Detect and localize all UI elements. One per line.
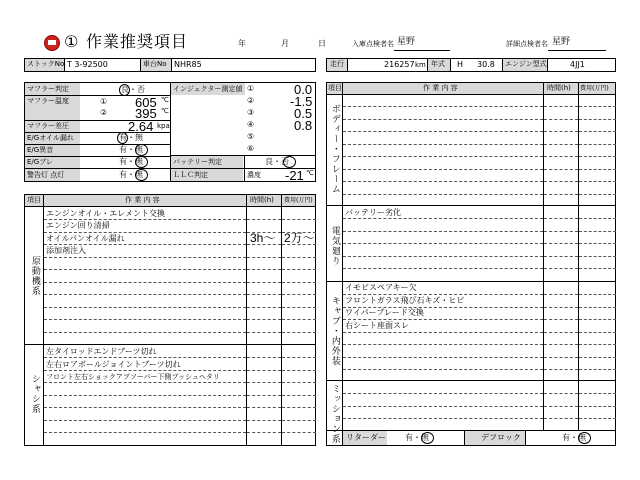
ruled-line xyxy=(343,357,543,358)
ruled-line xyxy=(579,106,616,107)
ruled-line xyxy=(544,194,578,195)
right-table-header-bg xyxy=(327,83,615,94)
divider xyxy=(244,155,245,182)
injector-1-index: ① xyxy=(247,84,255,93)
llc-concentration-label: 濃度 xyxy=(247,171,261,179)
shake-value: 有・無 xyxy=(119,157,143,166)
difflock-label: デフロック xyxy=(481,433,521,442)
injector-4-value: 0.8 xyxy=(294,118,313,133)
oil-leak-label: E/Gオイル漏れ xyxy=(27,134,74,142)
engine-group-label: 原動機系 xyxy=(29,256,40,296)
ruled-line xyxy=(579,357,616,358)
diff-unit: kpa xyxy=(157,122,170,130)
difflock-value: 有・無 xyxy=(562,433,586,442)
ruled-line xyxy=(282,420,316,421)
logo-icon xyxy=(44,35,60,51)
ruled-line xyxy=(44,370,246,371)
ruled-line xyxy=(544,106,578,107)
ruled-line xyxy=(247,319,281,320)
mileage-value: 216257 xyxy=(384,60,415,69)
inspector-label: 入庫点検者名 xyxy=(352,40,394,48)
page-title: 作業推奨項目 xyxy=(86,32,189,51)
ruled-line xyxy=(343,243,543,244)
electric-row: バッテリー劣化 xyxy=(345,208,401,217)
ruled-line xyxy=(282,432,316,433)
ruled-line xyxy=(544,156,578,157)
ruled-line xyxy=(544,332,578,333)
ruled-line xyxy=(579,268,616,269)
row-line xyxy=(24,168,170,169)
model-label: 車台No xyxy=(143,60,167,68)
ruled-line xyxy=(579,369,616,370)
divider xyxy=(342,82,343,446)
ruled-line xyxy=(544,181,578,182)
ruled-line xyxy=(544,344,578,345)
muffler-temp-2: 395 xyxy=(135,106,157,121)
right-work-table xyxy=(326,82,616,446)
body-group-label: ボディー・フレーム xyxy=(329,104,340,194)
selected-circle xyxy=(135,144,148,156)
muffler-judge-label: マフラー判定 xyxy=(27,85,69,93)
row-line xyxy=(170,155,316,156)
left-col-time: 時間(h) xyxy=(250,196,274,204)
shake-label: E/Gブレ xyxy=(27,158,53,166)
noise-label: E/G異音 xyxy=(27,146,54,154)
chassis-row: 左タイロッドエンドブーツ切れ xyxy=(46,347,157,356)
stock-label: ストックNo xyxy=(27,60,65,68)
llc-label: ＬＬＣ判定 xyxy=(173,171,208,179)
ruled-line xyxy=(544,369,578,370)
muffler-temp-label: マフラー温度 xyxy=(27,97,69,105)
injector-3-value: 0.5 xyxy=(294,106,313,121)
ruled-line xyxy=(44,244,246,245)
row-line xyxy=(24,206,316,207)
ruled-line xyxy=(544,119,578,120)
row-line xyxy=(326,205,616,206)
ruled-line xyxy=(544,256,578,257)
ruled-line xyxy=(343,231,543,232)
oil-leak-value: 有・無 xyxy=(119,133,143,142)
selected-circle xyxy=(135,156,148,168)
row-line xyxy=(24,344,316,345)
engine-row: エンジンオイル・エレメント交換 xyxy=(46,209,165,218)
temp-unit: ℃ xyxy=(161,96,169,104)
chassis-group-label: シャシ系 xyxy=(29,374,40,414)
ruled-line xyxy=(44,319,246,320)
engine-row: 添加剤注入 xyxy=(46,246,86,255)
ruled-line xyxy=(343,106,543,107)
ruled-line xyxy=(282,307,316,308)
month-label: 月 xyxy=(281,39,289,48)
ruled-line xyxy=(282,407,316,408)
chassis-row: フロント左右ショックアブソーバー下側ブッシュヘタリ xyxy=(46,373,220,381)
ruled-line xyxy=(343,181,543,182)
ruled-line xyxy=(579,156,616,157)
divider xyxy=(64,58,65,72)
ruled-line xyxy=(247,370,281,371)
injector-5-index: ⑤ xyxy=(247,132,255,141)
ruled-line xyxy=(544,231,578,232)
ruled-line xyxy=(44,332,246,333)
ruled-line xyxy=(544,218,578,219)
injector-3-index: ③ xyxy=(247,108,255,117)
ruled-line xyxy=(579,319,616,320)
engine-value: 4JJ1 xyxy=(570,60,585,69)
ruled-line xyxy=(343,393,543,394)
retarder-label: リターダー xyxy=(346,433,386,442)
ruled-line xyxy=(44,395,246,396)
engine-cost: 2万〜 xyxy=(284,231,315,245)
stock-value: T 3-92500 xyxy=(67,60,108,69)
ruled-line xyxy=(579,307,616,308)
engine-row: オイルパンオイル漏れ xyxy=(46,234,125,243)
ruled-line xyxy=(544,307,578,308)
muffler-judge-value: 良・否 xyxy=(121,85,145,94)
ruled-line xyxy=(247,294,281,295)
engine-row: エンジン回り清掃 xyxy=(46,221,110,230)
ruled-line xyxy=(343,131,543,132)
injector-label: インジェクター測定値 xyxy=(173,85,243,93)
ruled-line xyxy=(44,282,246,283)
battery-value: 良・否 xyxy=(265,157,289,166)
ruled-line xyxy=(343,256,543,257)
muffler-temp-2-index: ② xyxy=(100,108,108,117)
chassis-row: 左右ロアボールジョイントブーツ切れ xyxy=(46,360,181,369)
divider xyxy=(525,430,526,446)
ruled-line xyxy=(544,294,578,295)
electric-group-label: 電気廻り xyxy=(329,226,340,266)
ruled-line xyxy=(282,357,316,358)
ruled-line xyxy=(579,231,616,232)
ruled-line xyxy=(44,420,246,421)
day-label: 日 xyxy=(318,39,326,48)
ruled-line xyxy=(579,131,616,132)
title-number: ① xyxy=(64,32,79,51)
ruled-line xyxy=(343,194,543,195)
muffler-diff-value: 2.64 xyxy=(128,119,154,134)
ruled-line xyxy=(247,395,281,396)
llc-value: -21 xyxy=(285,168,304,183)
row-line xyxy=(24,156,170,157)
inspector-name: 星野 xyxy=(397,37,416,47)
ruled-line xyxy=(247,357,281,358)
detail-inspector-name: 星野 xyxy=(552,37,571,47)
divider xyxy=(547,58,548,72)
ruled-line xyxy=(44,257,246,258)
ruled-line xyxy=(282,269,316,270)
ruled-line xyxy=(247,420,281,421)
ruled-line xyxy=(44,269,246,270)
retarder-value: 有・無 xyxy=(405,433,429,442)
ruled-line xyxy=(282,382,316,383)
ruled-line xyxy=(247,282,281,283)
row-line xyxy=(326,94,616,95)
ruled-line xyxy=(544,169,578,170)
warning-value: 有・無 xyxy=(119,170,143,179)
ruled-line xyxy=(343,369,543,370)
ruled-line xyxy=(579,418,616,419)
ruled-line xyxy=(579,256,616,257)
ruled-line xyxy=(579,119,616,120)
mileage-unit: km xyxy=(415,61,426,69)
injector-1-value: 0.0 xyxy=(294,82,313,97)
ruled-line xyxy=(544,357,578,358)
year-label: 年 xyxy=(238,39,246,48)
ruled-line xyxy=(579,194,616,195)
selected-circle xyxy=(119,84,130,96)
ruled-line xyxy=(544,243,578,244)
temp-unit: ℃ xyxy=(161,107,169,115)
ruled-line xyxy=(544,131,578,132)
ruled-line xyxy=(44,407,246,408)
left-col-work: 作 業 内 容 xyxy=(125,196,160,204)
ruled-line xyxy=(544,406,578,407)
injector-2-index: ② xyxy=(247,96,255,105)
ruled-line xyxy=(247,382,281,383)
ruled-line xyxy=(343,268,543,269)
cab-row: フロントガラス飛び石キズ・ヒビ xyxy=(345,296,465,305)
left-col-cost: 費用(万円) xyxy=(284,197,313,204)
ruled-line xyxy=(44,432,246,433)
divider xyxy=(347,58,348,72)
ruled-line xyxy=(282,257,316,258)
selected-circle xyxy=(135,169,148,181)
selected-circle xyxy=(117,132,128,144)
mission-group-label: ミッション系 xyxy=(329,384,340,444)
ruled-line xyxy=(579,344,616,345)
ruled-line xyxy=(282,319,316,320)
ruled-line xyxy=(343,406,543,407)
ruled-line xyxy=(282,332,316,333)
ruled-line xyxy=(343,156,543,157)
row-line xyxy=(326,380,616,381)
ruled-line xyxy=(544,144,578,145)
ruled-line xyxy=(579,393,616,394)
selected-circle xyxy=(421,432,434,444)
ruled-line xyxy=(247,219,281,220)
divider xyxy=(450,58,451,72)
detail-inspector-label: 詳細点検者名 xyxy=(506,40,548,48)
ruled-line xyxy=(44,294,246,295)
ruled-line xyxy=(44,219,246,220)
cab-row: 右シート座面スレ xyxy=(345,321,409,330)
selected-circle xyxy=(578,432,591,444)
ruled-line xyxy=(282,282,316,283)
ruled-line xyxy=(579,294,616,295)
mileage-label: 走行 xyxy=(330,60,344,68)
ruled-line xyxy=(282,370,316,371)
right-col-cost: 費用(万円) xyxy=(580,85,609,92)
ruled-line xyxy=(247,407,281,408)
llc-unit: ℃ xyxy=(306,169,314,177)
injector-2-value: -1.5 xyxy=(290,94,313,109)
cab-row: イモビスペアキー欠 xyxy=(345,283,417,292)
divider xyxy=(171,58,172,72)
ruled-line xyxy=(343,119,543,120)
ruled-line xyxy=(579,144,616,145)
engine-time: 3h〜 xyxy=(250,231,276,245)
ruled-line xyxy=(343,144,543,145)
cab-row: ワイパーブレード交換 xyxy=(345,308,424,317)
ruled-line xyxy=(247,307,281,308)
model-value: NHR85 xyxy=(174,60,202,69)
injector-4-index: ④ xyxy=(247,120,255,129)
ruled-line xyxy=(247,332,281,333)
model-year-value: 30.8 xyxy=(477,60,495,69)
model-year-era: H xyxy=(457,60,464,69)
ruled-line xyxy=(579,181,616,182)
ruled-line xyxy=(579,169,616,170)
ruled-line xyxy=(579,406,616,407)
cab-group-label: キャブ・内外装 xyxy=(329,296,340,366)
ruled-line xyxy=(544,393,578,394)
noise-value: 有・無 xyxy=(119,145,143,154)
ruled-line xyxy=(579,218,616,219)
ruled-line xyxy=(44,307,246,308)
ruled-line xyxy=(343,418,543,419)
ruled-line xyxy=(544,319,578,320)
ruled-line xyxy=(44,357,246,358)
ruled-line xyxy=(343,169,543,170)
battery-label: バッテリー判定 xyxy=(173,158,222,166)
left-col-item: 項目 xyxy=(27,196,41,204)
ruled-line xyxy=(544,418,578,419)
ruled-line xyxy=(343,319,543,320)
injector-6-index: ⑥ xyxy=(247,144,255,153)
ruled-line xyxy=(343,294,543,295)
right-col-item: 項目 xyxy=(328,84,342,92)
ruled-line xyxy=(343,344,543,345)
model-year-label: 年式 xyxy=(431,60,445,68)
ruled-line xyxy=(247,432,281,433)
row-line xyxy=(326,281,616,282)
right-col-time: 時間(h) xyxy=(547,84,571,92)
ruled-line xyxy=(282,395,316,396)
warning-label: 警告灯 点灯 xyxy=(27,171,65,179)
detail-inspector-underline xyxy=(548,50,606,51)
muffler-temp-1: 605 xyxy=(135,95,157,110)
engine-label: エンジン型式 xyxy=(505,60,547,68)
ruled-line xyxy=(544,268,578,269)
right-col-work: 作 業 内 容 xyxy=(423,84,458,92)
muffler-diff-label: マフラー差圧 xyxy=(27,122,69,130)
inspector-underline xyxy=(394,50,450,51)
muffler-temp-1-index: ① xyxy=(100,97,108,106)
ruled-line xyxy=(44,382,246,383)
ruled-line xyxy=(247,269,281,270)
ruled-line xyxy=(343,332,543,333)
ruled-line xyxy=(343,218,543,219)
ruled-line xyxy=(282,219,316,220)
ruled-line xyxy=(579,243,616,244)
ruled-line xyxy=(579,332,616,333)
ruled-line xyxy=(247,257,281,258)
ruled-line xyxy=(282,294,316,295)
row-line xyxy=(24,144,170,145)
ruled-line xyxy=(44,232,246,233)
selected-circle xyxy=(283,156,296,168)
